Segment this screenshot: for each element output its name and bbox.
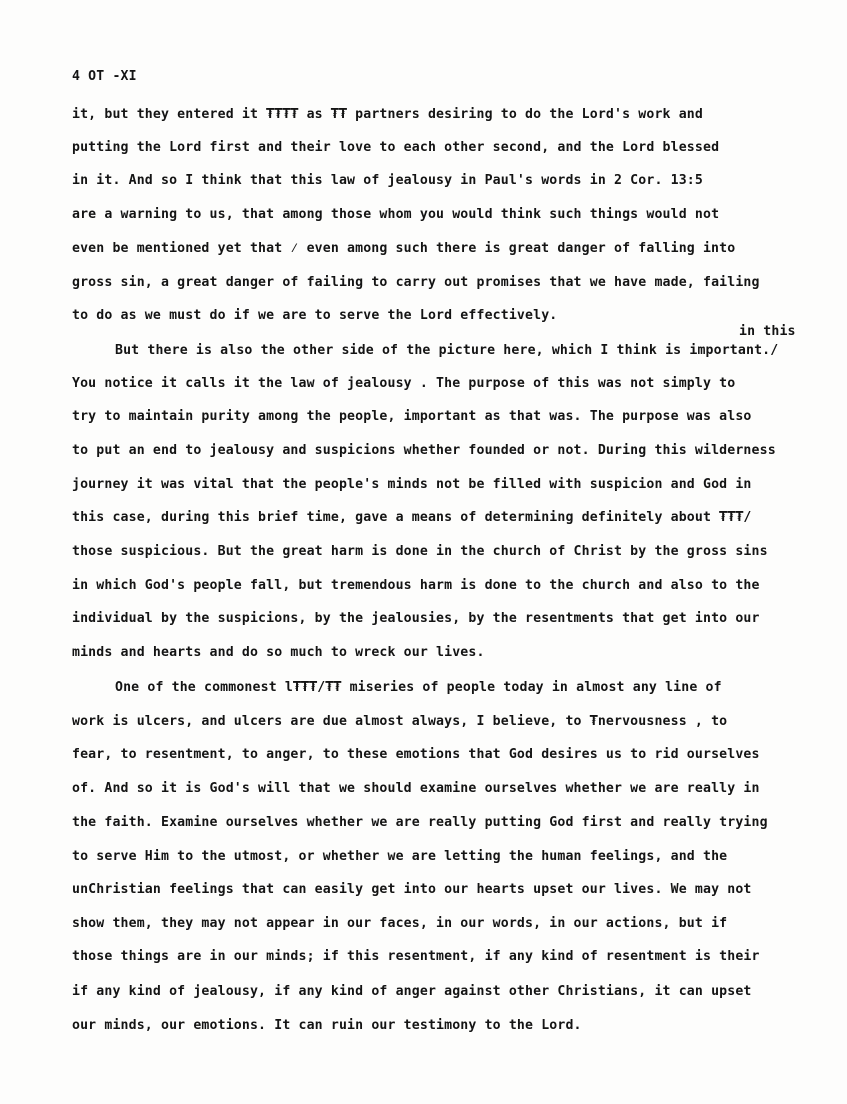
text-line: gross sin, a great danger of failing to carry out promises that we have made, failing bbox=[72, 275, 760, 290]
text-line: our minds, our emotions. It can ruin our testimony to the Lord. bbox=[72, 1018, 582, 1033]
text-line: to serve Him to the utmost, or whether we are letting the human feelings, and the bbox=[72, 849, 728, 864]
page-header: 4 OT -XI bbox=[72, 69, 137, 84]
text-line: are a warning to us, that among those whom you would think such things would not bbox=[72, 207, 720, 222]
text-line: of. And so it is God's will that we should examine ourselves whether we are really in bbox=[72, 781, 760, 796]
text-line: minds and hearts and do so much to wreck our lives. bbox=[72, 645, 485, 660]
text-line: this case, during this brief time, gave a means of determining definitely about ₮₮₮/ bbox=[72, 510, 752, 525]
text-line: individual by the suspicions, by the jealousies, by the resentments that get into our bbox=[72, 611, 760, 626]
text-line: the faith. Examine ourselves whether we are really putting God first and really trying bbox=[72, 815, 768, 830]
text-line: it, but they entered it ₮₮₮₮ as ₮₮ partners desiring to do the Lord's work and bbox=[72, 107, 703, 122]
text-line: try to maintain purity among the people, important as that was. The purpose was also bbox=[72, 409, 752, 424]
paragraph-start: One of the commonest l₮₮₮/₮₮ miseries of people today in almost any line of bbox=[115, 680, 722, 695]
text-line: work is ulcers, and ulcers are due almost always, I believe, to ₮nervousness , to bbox=[72, 714, 728, 729]
text-line: fear, to resentment, to anger, to these emotions that God desires us to rid ourselves bbox=[72, 747, 760, 762]
text-line: journey it was vital that the people's minds not be filled with suspicion and God in bbox=[72, 477, 752, 492]
insertion-note: in this bbox=[739, 324, 796, 339]
paragraph-start: But there is also the other side of the picture here, which I think is important./ bbox=[115, 343, 779, 358]
text-line: in it. And so I think that this law of jealousy in Paul's words in 2 Cor. 13:5 bbox=[72, 173, 703, 188]
text-line: in which God's people fall, but tremendous harm is done to the church and also to the bbox=[72, 578, 760, 593]
text-line: unChristian feelings that can easily get into our hearts upset our lives. We may not bbox=[72, 882, 752, 897]
text-line: show them, they may not appear in our faces, in our words, in our actions, but if bbox=[72, 916, 728, 931]
text-line: to put an end to jealousy and suspicions whether founded or not. During this wilderness bbox=[72, 443, 776, 458]
text-line: those suspicious. But the great harm is done in the church of Christ by the gross sins bbox=[72, 544, 768, 559]
text-line: those things are in our minds; if this resentment, if any kind of resentment is their bbox=[72, 949, 760, 964]
text-line: even be mentioned yet that ⁄ even among such there is great danger of falling into bbox=[72, 241, 736, 256]
text-line: You notice it calls it the law of jealousy . The purpose of this was not simply to bbox=[72, 376, 736, 391]
text-line: putting the Lord first and their love to each other second, and the Lord blessed bbox=[72, 140, 720, 155]
text-line: if any kind of jealousy, if any kind of anger against other Christians, it can upset bbox=[72, 984, 752, 999]
text-line: to do as we must do if we are to serve the Lord effectively. bbox=[72, 308, 558, 323]
